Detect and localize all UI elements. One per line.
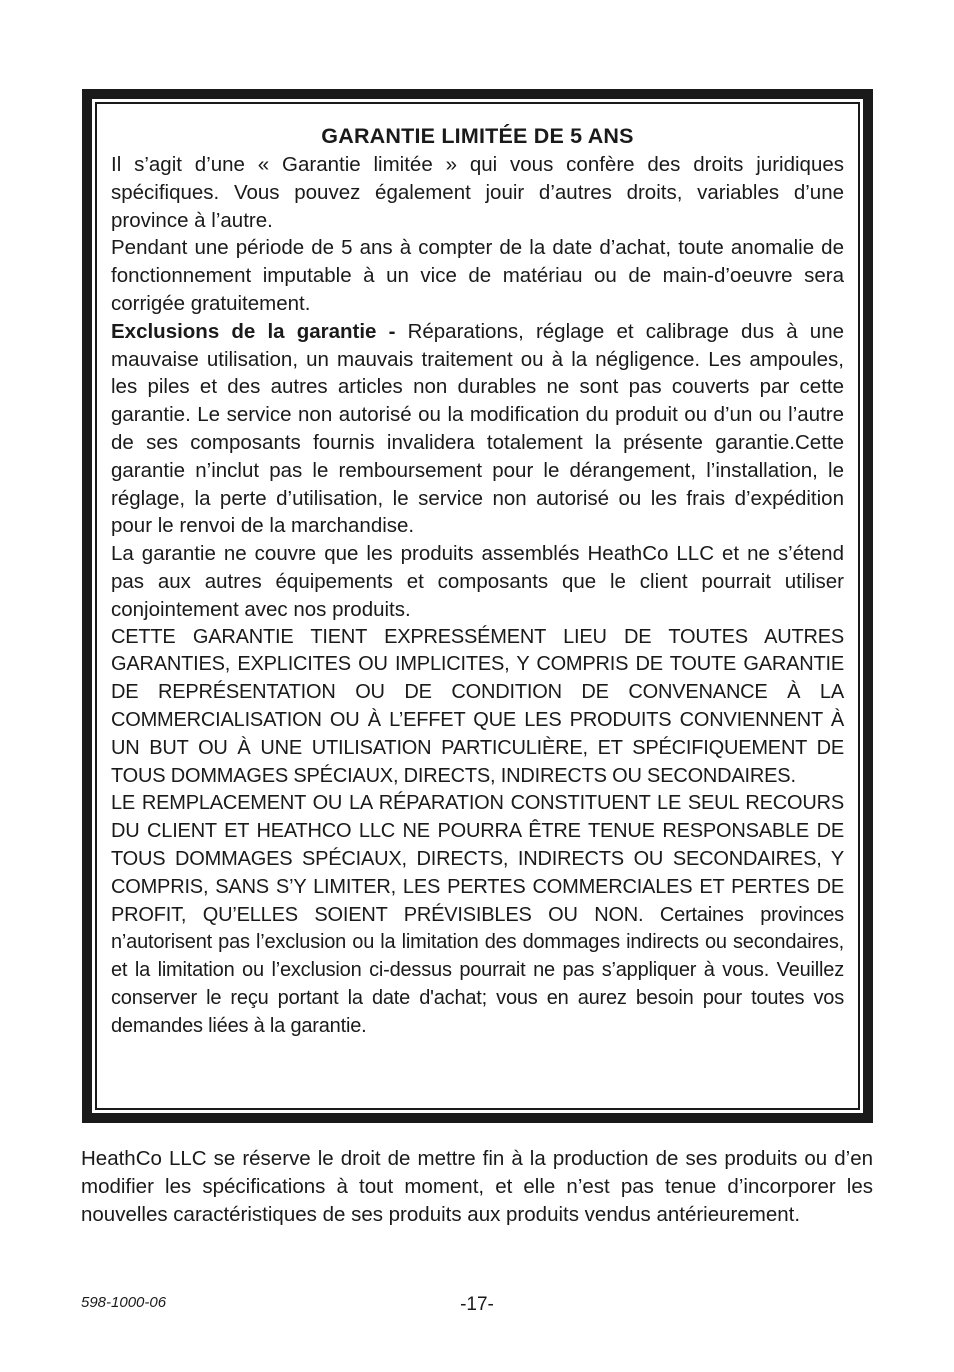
warranty-period-paragraph: Pendant une période de 5 ans à compter de la date d’achat, toute anomalie de fonctionnement imputable à un vice de matériau ou de main-d’oeuvre sera corrigée gratuitement. bbox=[111, 236, 844, 315]
footer-note: HeathCo LLC se réserve le droit de mettre fin à la production de ses produits ou d’en modifier les spécifications à tout moment, et elle n’est pas tenue d’incorporer les nouvelles caractéristiques de ses produits aux produits vendus antérieurement. bbox=[81, 1147, 873, 1226]
exclusions-label: Exclusions de la garantie - bbox=[111, 319, 396, 343]
warranty-title: GARANTIE LIMITÉE DE 5 ANS bbox=[321, 124, 634, 148]
warranty-exclusions-paragraph bbox=[111, 318, 844, 540]
warranty-coverage-paragraph: La garantie ne couvre que les produits assemblés HeathCo LLC et ne s’étend pas aux autres équipements et composants que le client pourrait utiliser conjointement avec nos produits. bbox=[111, 542, 844, 621]
exclusions-text: Réparations, réglage et calibrage dus à une mauvaise utilisation, un mauvais traitement ou à la négligence. Les ampoules, les piles et des autres articles non durables ne sont pas couverts par cette garantie. Le service non autorisé ou la modification du produit ou d’un ou l’autre de ses composants fournis invalidera totalement la présente garantie.Cette garantie n’inclut pas le remboursement pour le dérangement, l’installation, le réglage, la perte d’utilisation, le service non autorisé ou les frais d’expédition pour le renvoi de la marchandise. bbox=[111, 319, 844, 538]
page-number: -17- bbox=[460, 1294, 494, 1315]
warranty-remedy-paragraph: LE REMPLACEMENT OU LA RÉPARATION CONSTITUENT LE SEUL RECOURS DU CLIENT ET HEATHCO LLC NE POURRA ÊTRE TENUE RESPONSABLE DE TOUS DOMMAGES SPÉCIAUX, DIRECTS, INDIRECTS OU SECONDAIRES, Y COMPRIS, SANS S’Y LIMITER, LES PERTES COMMERCIALES ET PERTES DE PROFIT, QU’ELLES SOIENT PRÉVISIBLES OU NON. Certaines provinces n’autorisent pas l’exclusion ou la limitation des dommages indirects ou secondaires, et la limitation ou l’exclusion ci-dessus pourrait ne pas s’appliquer à vous. Veuillez conserver le reçu portant la date d'achat; vous en aurez besoin pour toutes vos demandes liées à la garantie. bbox=[111, 792, 844, 1037]
warranty-intro-paragraph: Il s’agit d’une « Garantie limitée » qui vous confère des droits juridiques spécifiques. Vous pouvez également jouir d’autres droits, variables d’une province à l’autre. bbox=[111, 153, 844, 232]
document-number: 598-1000-06 bbox=[81, 1294, 167, 1311]
warranty-disclaimer-paragraph: CETTE GARANTIE TIENT EXPRESSÉMENT LIEU DE TOUTES AUTRES GARANTIES, EXPLICITES OU IMPLICITES, Y COMPRIS DE TOUTE GARANTIE DE REPRÉSENTATION OU DE CONDITION DE CONVENANCE À LA COMMERCIALISATION OU À L’EFFET QUE LES PRODUITS CONVIENNENT À UN BUT OU À UNE UTILISATION PARTICULIÈRE, ET SPÉCIFIQUEMENT DE TOUS DOMMAGES SPÉCIAUX, DIRECTS, INDIRECTS OU SECONDAIRES. bbox=[111, 625, 844, 787]
warranty-box bbox=[82, 89, 873, 1123]
warranty-inner-frame bbox=[95, 102, 860, 1110]
